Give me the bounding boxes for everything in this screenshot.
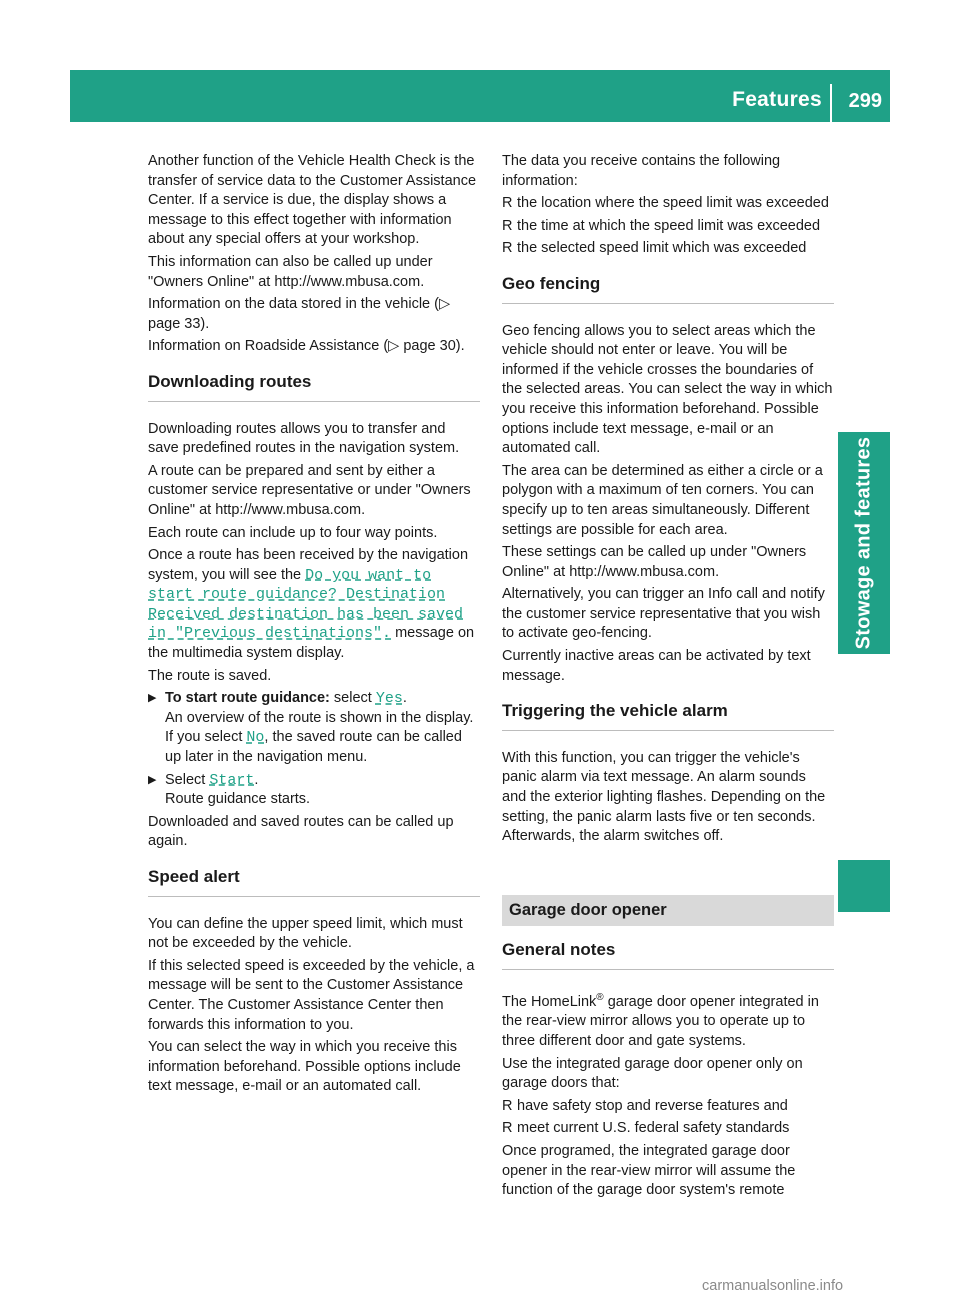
list-item: R meet current U.S. federal safety standards xyxy=(502,1119,834,1139)
garage-paragraph-3: Once programed, the integrated garage door opener in the rear-view mirror will assume the function of the garage door system's remote xyxy=(502,1142,796,1199)
step-arrow-icon: ▶ xyxy=(148,692,157,705)
speed-data-intro: The data you receive contains the following information: xyxy=(502,153,781,189)
header-bar xyxy=(70,70,890,122)
downloading-paragraph-1: Downloading routes allows you to transfer and save predefined routes in the navigation system. xyxy=(148,420,460,457)
display-message-text: Do you want to start route guidance? Destination Received destination has been saved in "Previous destinations". xyxy=(148,566,464,643)
heading-downloading-routes: Downloading routes xyxy=(148,372,480,402)
geo-paragraph-2: The area can be determined as either a circle or a polygon with a maximum of ten corners. You can specify up to ten areas simultaneously. Different settings are possible for each area. xyxy=(502,462,823,538)
step-1-note-post: , the saved route can be called up later in the navigation menu. xyxy=(165,729,462,766)
bullet-icon: R xyxy=(502,1097,513,1114)
geo-paragraph-5: Currently inactive areas can be activated by text message. xyxy=(502,648,811,684)
intro-paragraph-4[interactable]: Information on Roadside Assistance (▷ page 30). xyxy=(148,338,465,355)
step-1-label: To start route guidance: xyxy=(165,690,330,707)
step-2-post: . xyxy=(254,771,259,788)
step-1-result: An overview of the route is shown in the display. xyxy=(165,709,474,726)
watermark: carmanualsonline.info xyxy=(702,1278,844,1294)
bullet-icon: R xyxy=(502,1120,513,1137)
step-1-post: . xyxy=(402,690,407,707)
step-2-pre: Select xyxy=(165,771,210,788)
list-item: R the location where the speed limit was exceeded xyxy=(502,194,834,214)
option-start: Start xyxy=(209,771,255,789)
downloading-paragraph-6: Downloaded and saved routes can be called up again. xyxy=(148,813,454,850)
section-garage-door-opener: Garage door opener xyxy=(502,895,834,927)
bullet-icon: R xyxy=(502,195,513,212)
heading-geo-fencing: Geo fencing xyxy=(502,274,834,304)
registered-mark: ® xyxy=(596,992,604,1003)
list-item: R the time at which the speed limit was exceeded xyxy=(502,217,834,237)
option-no: No xyxy=(246,729,265,747)
page-number: 299 xyxy=(848,90,882,112)
list-item: R the selected speed limit which was exceeded xyxy=(502,239,834,259)
speed-alert-paragraph-2: If this selected speed is exceeded by the vehicle, a message will be sent to the Customer Assistance Center. The Customer Assistance Center then forwards this information to you. xyxy=(148,957,475,1033)
option-yes: Yes xyxy=(375,690,403,708)
geo-paragraph-3: These settings can be called up under "Owners Online" at http://www.mbusa.com. xyxy=(502,544,807,580)
intro-paragraph-1: Another function of the Vehicle Health Check is the transfer of service data to the Customer Assistance Center. If a service is due, the display shows a message to this effect together with information about any special offers at your workshop. xyxy=(148,153,477,248)
downloading-paragraph-3: Each route can include up to four way points. xyxy=(148,524,438,541)
heading-general-notes: General notes xyxy=(502,940,834,970)
step-arrow-icon: ▶ xyxy=(148,773,157,786)
bullet-icon: R xyxy=(502,240,513,257)
heading-speed-alert: Speed alert xyxy=(148,867,480,897)
header-section-title: Features xyxy=(732,88,822,111)
downloading-p4-before: Once a route has been received by the navigation system, you will see the xyxy=(148,547,469,583)
alarm-paragraph: With this function, you can trigger the vehicle's panic alarm via text message. An alarm sounds and the exterior lighting flashes. Depending on the setting, the panic alarm lasts five or ten seconds. Afterwards, the alarm switches off. xyxy=(502,749,826,845)
speed-alert-paragraph-3: You can select the way in which you receive this information beforehand. Possible options include text message, e-mail or an automated call. xyxy=(148,1039,461,1095)
right-column xyxy=(502,152,834,1204)
step-start-route-guidance xyxy=(148,689,480,767)
step-2-result: Route guidance starts. xyxy=(165,791,311,808)
left-column xyxy=(148,152,480,1100)
downloading-paragraph-2: A route can be prepared and sent by either a customer service representative or under "Owners Online" at http://www.mbusa.com. xyxy=(148,462,471,518)
side-marker-block xyxy=(838,860,890,912)
step-1-pre: select xyxy=(329,690,376,707)
garage-paragraph-2: Use the integrated garage door opener only on garage doors that: xyxy=(502,1055,803,1092)
step-1-note-pre: If you select xyxy=(165,729,247,746)
speed-alert-paragraph-1: You can define the upper speed limit, which must not be exceeded by the vehicle. xyxy=(148,915,463,952)
intro-paragraph-2: This information can also be called up under "Owners Online" at http://www.mbusa.com. xyxy=(148,253,433,290)
list-item: R have safety stop and reverse features and xyxy=(502,1097,834,1117)
garage-paragraph-1: The HomeLink® garage door opener integrated in the rear-view mirror allows you to operate up to three different door and gate systems. xyxy=(502,992,819,1050)
downloading-paragraph-5: The route is saved. xyxy=(148,667,272,684)
step-select-start xyxy=(148,771,480,810)
downloading-p4-after: message on the multimedia system display. xyxy=(148,625,475,662)
downloading-paragraph-4 xyxy=(148,546,480,664)
heading-vehicle-alarm: Triggering the vehicle alarm xyxy=(502,701,834,731)
geo-paragraph-1: Geo fencing allows you to select areas which the vehicle should not enter or leave. You will be informed if the vehicle crosses the boundaries of the selected areas. You can select the way in which you receive this information beforehand. Possible options include text message, e-mail or an automated call. xyxy=(502,322,833,457)
chapter-side-tab-label: Stowage and features xyxy=(852,436,875,650)
bullet-icon: R xyxy=(502,217,513,234)
header-divider xyxy=(830,84,832,122)
chapter-side-tab xyxy=(838,432,890,654)
geo-paragraph-4: Alternatively, you can trigger an Info call and notify the customer service representative that you wish to activate geo-fencing. xyxy=(502,586,825,642)
intro-paragraph-3[interactable]: Information on the data stored in the vehicle (▷ page 33). xyxy=(148,296,451,332)
